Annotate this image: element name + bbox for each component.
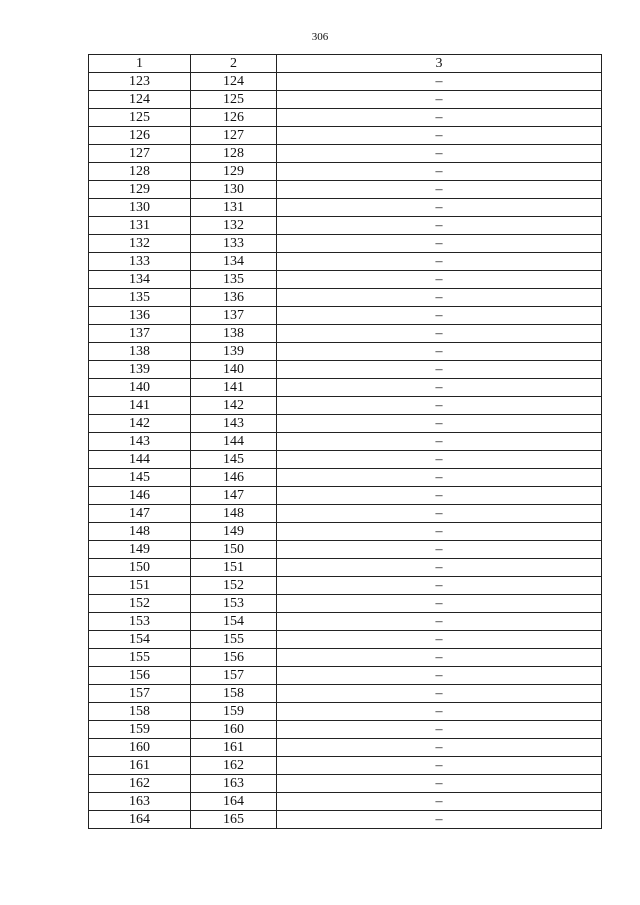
table-cell-col-2: 140 (191, 361, 277, 379)
table-cell-col-1: 125 (89, 109, 191, 127)
table-cell-col-1: 131 (89, 217, 191, 235)
table-row (89, 289, 602, 307)
table-cell-col-3: – (277, 271, 602, 289)
table-cell-col-2: 156 (191, 649, 277, 667)
table-cell-col-3: – (277, 307, 602, 325)
table-cell-col-3: – (277, 523, 602, 541)
table-cell-col-1: 163 (89, 793, 191, 811)
table-cell-col-2: 146 (191, 469, 277, 487)
table-row (89, 703, 602, 721)
table-row (89, 109, 602, 127)
table-cell-col-3: – (277, 595, 602, 613)
table-cell-col-3: – (277, 415, 602, 433)
table-cell-col-3: – (277, 235, 602, 253)
table-row (89, 811, 602, 829)
table-cell-col-1: 136 (89, 307, 191, 325)
table-cell-col-2: 152 (191, 577, 277, 595)
table-cell-col-3: – (277, 685, 602, 703)
table-row (89, 613, 602, 631)
table-cell-col-1: 160 (89, 739, 191, 757)
data-table (88, 54, 602, 829)
table-cell-col-3: – (277, 181, 602, 199)
table-cell-col-3: – (277, 811, 602, 829)
table-cell-col-3: – (277, 667, 602, 685)
table-cell-col-2: 158 (191, 685, 277, 703)
table-cell-col-1: 134 (89, 271, 191, 289)
table-cell-col-1: 132 (89, 235, 191, 253)
table-cell-col-1: 153 (89, 613, 191, 631)
table-cell-col-2: 161 (191, 739, 277, 757)
table-cell-col-3: – (277, 361, 602, 379)
table-cell-col-3: – (277, 469, 602, 487)
table-cell-col-2: 164 (191, 793, 277, 811)
table-cell-col-1: 164 (89, 811, 191, 829)
table-cell-col-1: 138 (89, 343, 191, 361)
table-cell-col-2: 157 (191, 667, 277, 685)
table-cell-col-2: 124 (191, 73, 277, 91)
table-row (89, 181, 602, 199)
table-row (89, 91, 602, 109)
table-cell-col-1: 129 (89, 181, 191, 199)
table-cell-col-3: – (277, 217, 602, 235)
table-cell-col-1: 124 (89, 91, 191, 109)
table-row (89, 685, 602, 703)
header-row (89, 55, 602, 73)
table-cell-col-3: – (277, 289, 602, 307)
table-row (89, 487, 602, 505)
table-cell-col-3: – (277, 145, 602, 163)
table-row (89, 253, 602, 271)
table-cell-col-3: – (277, 757, 602, 775)
table-cell-col-1: 130 (89, 199, 191, 217)
table-cell-col-3: – (277, 451, 602, 469)
table-cell-col-2: 141 (191, 379, 277, 397)
table-cell-col-2: 127 (191, 127, 277, 145)
table-cell-col-2: 145 (191, 451, 277, 469)
table-cell-col-3: – (277, 199, 602, 217)
table-cell-col-2: 160 (191, 721, 277, 739)
table-row (89, 469, 602, 487)
table-cell-col-1: 143 (89, 433, 191, 451)
table-row (89, 343, 602, 361)
table-cell-col-3: – (277, 505, 602, 523)
table-cell-col-1: 145 (89, 469, 191, 487)
table-cell-col-2: 137 (191, 307, 277, 325)
table-cell-col-2: 150 (191, 541, 277, 559)
table-cell-col-2: 149 (191, 523, 277, 541)
table-cell-col-3: – (277, 487, 602, 505)
table-row (89, 163, 602, 181)
table-cell-col-1: 142 (89, 415, 191, 433)
table-cell-col-2: 138 (191, 325, 277, 343)
table-cell-col-1: 147 (89, 505, 191, 523)
table-body (89, 73, 602, 829)
table-cell-col-3: – (277, 325, 602, 343)
table-cell-col-1: 161 (89, 757, 191, 775)
table-row (89, 451, 602, 469)
table-row (89, 757, 602, 775)
table-cell-col-1: 133 (89, 253, 191, 271)
table-cell-col-2: 131 (191, 199, 277, 217)
table-cell-col-1: 146 (89, 487, 191, 505)
table-cell-col-2: 126 (191, 109, 277, 127)
table-cell-col-2: 147 (191, 487, 277, 505)
table-cell-col-2: 165 (191, 811, 277, 829)
table-row (89, 559, 602, 577)
table-cell-col-2: 136 (191, 289, 277, 307)
table-cell-col-1: 127 (89, 145, 191, 163)
table-row (89, 793, 602, 811)
table-cell-col-2: 154 (191, 613, 277, 631)
table-cell-col-3: – (277, 703, 602, 721)
table-cell-col-1: 162 (89, 775, 191, 793)
table-cell-col-1: 159 (89, 721, 191, 739)
table-row (89, 649, 602, 667)
table-cell-col-3: – (277, 379, 602, 397)
table-cell-col-3: – (277, 127, 602, 145)
table-cell-col-2: 135 (191, 271, 277, 289)
table-cell-col-3: – (277, 775, 602, 793)
table-cell-col-3: – (277, 613, 602, 631)
page-number: 306 (311, 31, 329, 43)
header-col-1: 1 (89, 55, 191, 73)
table-row (89, 523, 602, 541)
header-col-3: 3 (277, 55, 602, 73)
table-row (89, 325, 602, 343)
table-cell-col-2: 132 (191, 217, 277, 235)
table-cell-col-2: 134 (191, 253, 277, 271)
table-cell-col-1: 140 (89, 379, 191, 397)
table-row (89, 433, 602, 451)
table-cell-col-2: 159 (191, 703, 277, 721)
table-cell-col-1: 155 (89, 649, 191, 667)
table-cell-col-2: 143 (191, 415, 277, 433)
table-cell-col-1: 158 (89, 703, 191, 721)
table-cell-col-3: – (277, 559, 602, 577)
table-row (89, 361, 602, 379)
table-row (89, 631, 602, 649)
table-cell-col-2: 148 (191, 505, 277, 523)
table-cell-col-3: – (277, 649, 602, 667)
table-cell-col-1: 126 (89, 127, 191, 145)
table-cell-col-3: – (277, 577, 602, 595)
table-cell-col-2: 144 (191, 433, 277, 451)
table-row (89, 73, 602, 91)
table-row (89, 541, 602, 559)
table-row (89, 397, 602, 415)
table-cell-col-1: 128 (89, 163, 191, 181)
table-row (89, 667, 602, 685)
table-cell-col-3: – (277, 343, 602, 361)
table-cell-col-2: 151 (191, 559, 277, 577)
table-row (89, 595, 602, 613)
table-cell-col-3: – (277, 73, 602, 91)
table-row (89, 127, 602, 145)
table-row (89, 235, 602, 253)
header-col-2: 2 (191, 55, 277, 73)
table-row (89, 415, 602, 433)
table-cell-col-2: 129 (191, 163, 277, 181)
table-row (89, 217, 602, 235)
table-cell-col-2: 139 (191, 343, 277, 361)
table-row (89, 271, 602, 289)
table-cell-col-3: – (277, 631, 602, 649)
table-cell-col-2: 155 (191, 631, 277, 649)
table-cell-col-1: 154 (89, 631, 191, 649)
table-cell-col-3: – (277, 721, 602, 739)
table-cell-col-1: 156 (89, 667, 191, 685)
table-cell-col-1: 141 (89, 397, 191, 415)
table-cell-col-1: 148 (89, 523, 191, 541)
table-row (89, 721, 602, 739)
table-cell-col-2: 130 (191, 181, 277, 199)
table-cell-col-3: – (277, 397, 602, 415)
table-cell-col-3: – (277, 541, 602, 559)
table-row (89, 145, 602, 163)
table-cell-col-2: 142 (191, 397, 277, 415)
table-row (89, 199, 602, 217)
table-header (89, 55, 602, 73)
table-cell-col-1: 144 (89, 451, 191, 469)
table-cell-col-3: – (277, 91, 602, 109)
table-row (89, 577, 602, 595)
table-cell-col-1: 151 (89, 577, 191, 595)
table-cell-col-2: 133 (191, 235, 277, 253)
table-cell-col-1: 150 (89, 559, 191, 577)
table-cell-col-1: 152 (89, 595, 191, 613)
table-cell-col-1: 137 (89, 325, 191, 343)
table-row (89, 505, 602, 523)
table-cell-col-1: 157 (89, 685, 191, 703)
table-row (89, 379, 602, 397)
table-row (89, 775, 602, 793)
table-cell-col-2: 163 (191, 775, 277, 793)
table-row (89, 307, 602, 325)
table-cell-col-3: – (277, 163, 602, 181)
table-cell-col-3: – (277, 253, 602, 271)
table-cell-col-3: – (277, 109, 602, 127)
table-cell-col-3: – (277, 739, 602, 757)
table-cell-col-3: – (277, 793, 602, 811)
table-cell-col-1: 149 (89, 541, 191, 559)
table-cell-col-2: 153 (191, 595, 277, 613)
table-cell-col-3: – (277, 433, 602, 451)
table-cell-col-2: 162 (191, 757, 277, 775)
table-cell-col-2: 125 (191, 91, 277, 109)
table-cell-col-1: 123 (89, 73, 191, 91)
table-row (89, 739, 602, 757)
table-cell-col-1: 135 (89, 289, 191, 307)
table-cell-col-1: 139 (89, 361, 191, 379)
table-cell-col-2: 128 (191, 145, 277, 163)
